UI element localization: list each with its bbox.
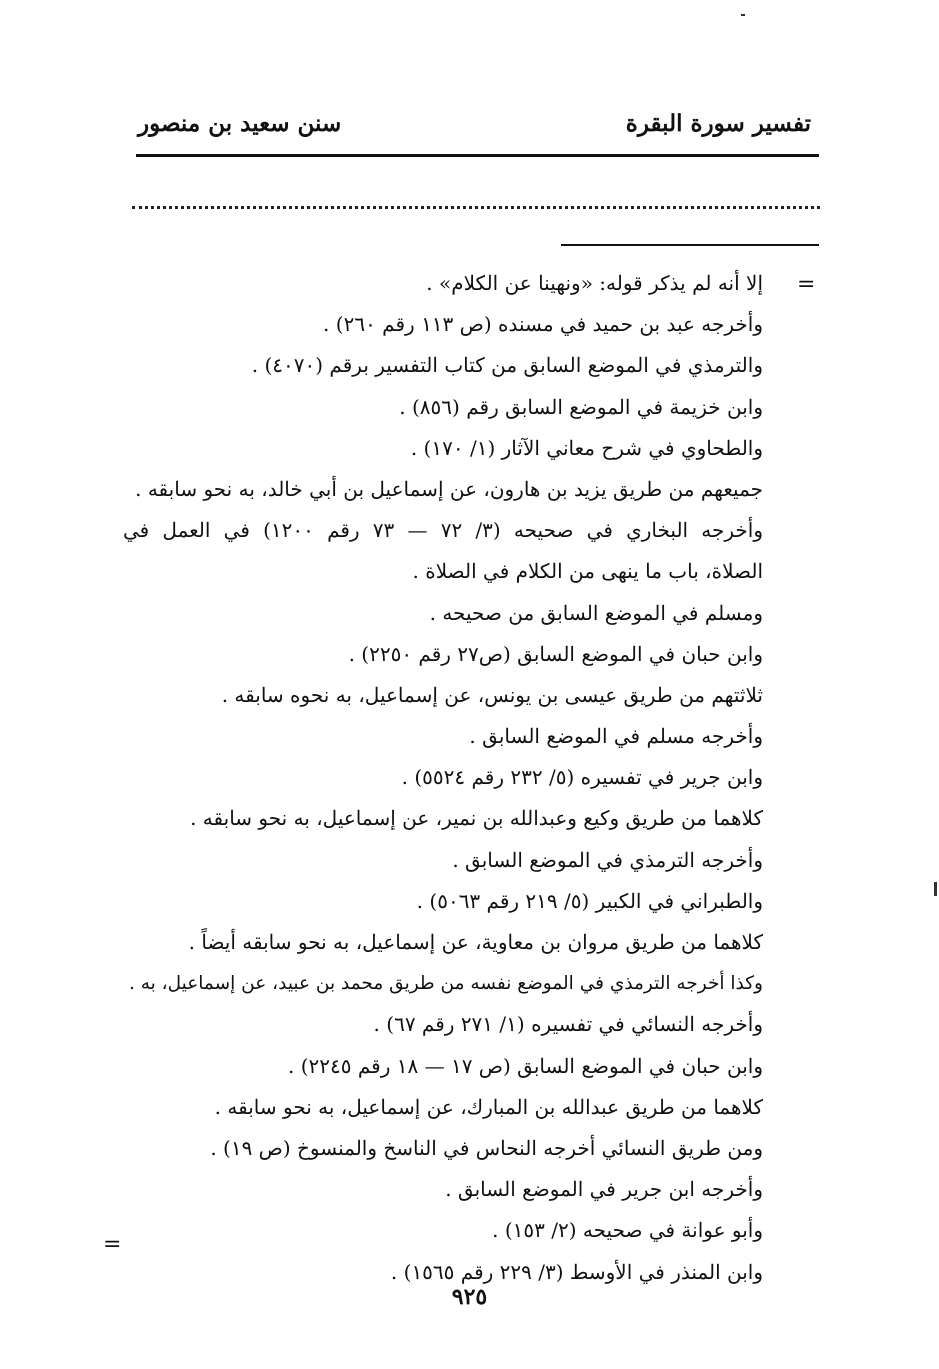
text-line: والطحاوي في شرح معاني الآثار (١/ ١٧٠) . bbox=[410, 435, 763, 460]
header-divider bbox=[136, 154, 819, 157]
text-line: كلاهما من طريق وكيع وعبدالله بن نمير، عن إسماعيل، به نحو سابقه . bbox=[190, 806, 763, 831]
text-line: وأخرجه عبد بن حميد في مسنده (ص ١١٣ رقم ٢٦٠) . bbox=[323, 312, 763, 337]
running-head-chapter: تفسير سورة البقرة bbox=[625, 110, 811, 137]
continuation-mark-top: = bbox=[797, 272, 816, 297]
text-line: ثلاثتهم من طريق عيسى بن يونس، عن إسماعيل، به نحوه سابقه . bbox=[221, 682, 763, 707]
text-line: وابن حبان في الموضع السابق (ص ١٧ — ١٨ رقم ٢٢٤٥) . bbox=[288, 1053, 763, 1078]
page-number: ٩٢٥ bbox=[451, 1284, 488, 1310]
text-line: وأخرجه البخاري في صحيحه (٣/ ٧٢ — ٧٣ رقم ١٢٠٠) في العمل في bbox=[123, 518, 764, 543]
text-line: وأخرجه الترمذي في الموضع السابق . bbox=[452, 847, 763, 872]
text-line: وابن المنذر في الأوسط (٣/ ٢٢٩ رقم ١٥٦٥) . bbox=[390, 1259, 763, 1284]
text-line: ومسلم في الموضع السابق من صحيحه . bbox=[429, 600, 763, 625]
text-line: وأخرجه النسائي في تفسيره (١/ ٢٧١ رقم ٦٧) . bbox=[373, 1012, 763, 1037]
footnote-divider bbox=[561, 244, 819, 246]
dotted-divider bbox=[132, 206, 820, 209]
footnote-body bbox=[123, 263, 763, 1293]
text-line: وابن خزيمة في الموضع السابق رقم (٨٥٦) . bbox=[399, 394, 763, 419]
text-line: وابن جرير في تفسيره (٥/ ٢٣٢ رقم ٥٥٢٤) . bbox=[401, 765, 763, 790]
text-line: جميعهم من طريق يزيد بن هارون، عن إسماعيل بن أبي خالد، به نحو سابقه . bbox=[135, 476, 763, 501]
scan-speck bbox=[741, 14, 745, 16]
text-line: كلاهما من طريق عبدالله بن المبارك، عن إسماعيل، به نحو سابقه . bbox=[214, 1094, 763, 1119]
text-line: والطبراني في الكبير (٥/ ٢١٩ رقم ٥٠٦٣) . bbox=[416, 888, 763, 913]
text-line: الصلاة، باب ما ينهى من الكلام في الصلاة . bbox=[412, 559, 763, 584]
text-line: وأبو عوانة في صحيحه (٢/ ١٥٣) . bbox=[492, 1218, 763, 1243]
text-line: والترمذي في الموضع السابق من كتاب التفسير برقم (٤٠٧٠) . bbox=[251, 353, 763, 378]
text-line: وأخرجه ابن جرير في الموضع السابق . bbox=[445, 1177, 763, 1202]
text-line: ومن طريق النسائي أخرجه النحاس في الناسخ والمنسوخ (ص ١٩) . bbox=[210, 1135, 763, 1160]
text-line: كلاهما من طريق مروان بن معاوية، عن إسماعيل، به نحو سابقه أيضاً . bbox=[188, 930, 763, 954]
continuation-mark-bottom: = bbox=[103, 1232, 122, 1257]
text-line: وكذا أخرجه الترمذي في الموضع نفسه من طريق محمد بن عبيد، عن إسماعيل، به . bbox=[128, 973, 763, 995]
running-head-book: سنن سعيد بن منصور bbox=[138, 110, 342, 137]
scan-speck bbox=[934, 882, 937, 896]
text-line: إلا أنه لم يذكر قوله: «ونهينا عن الكلام» . bbox=[426, 271, 763, 295]
text-line: وابن حبان في الموضع السابق (ص٢٧ رقم ٢٢٥٠) . bbox=[348, 641, 763, 666]
text-line: وأخرجه مسلم في الموضع السابق . bbox=[469, 724, 763, 749]
